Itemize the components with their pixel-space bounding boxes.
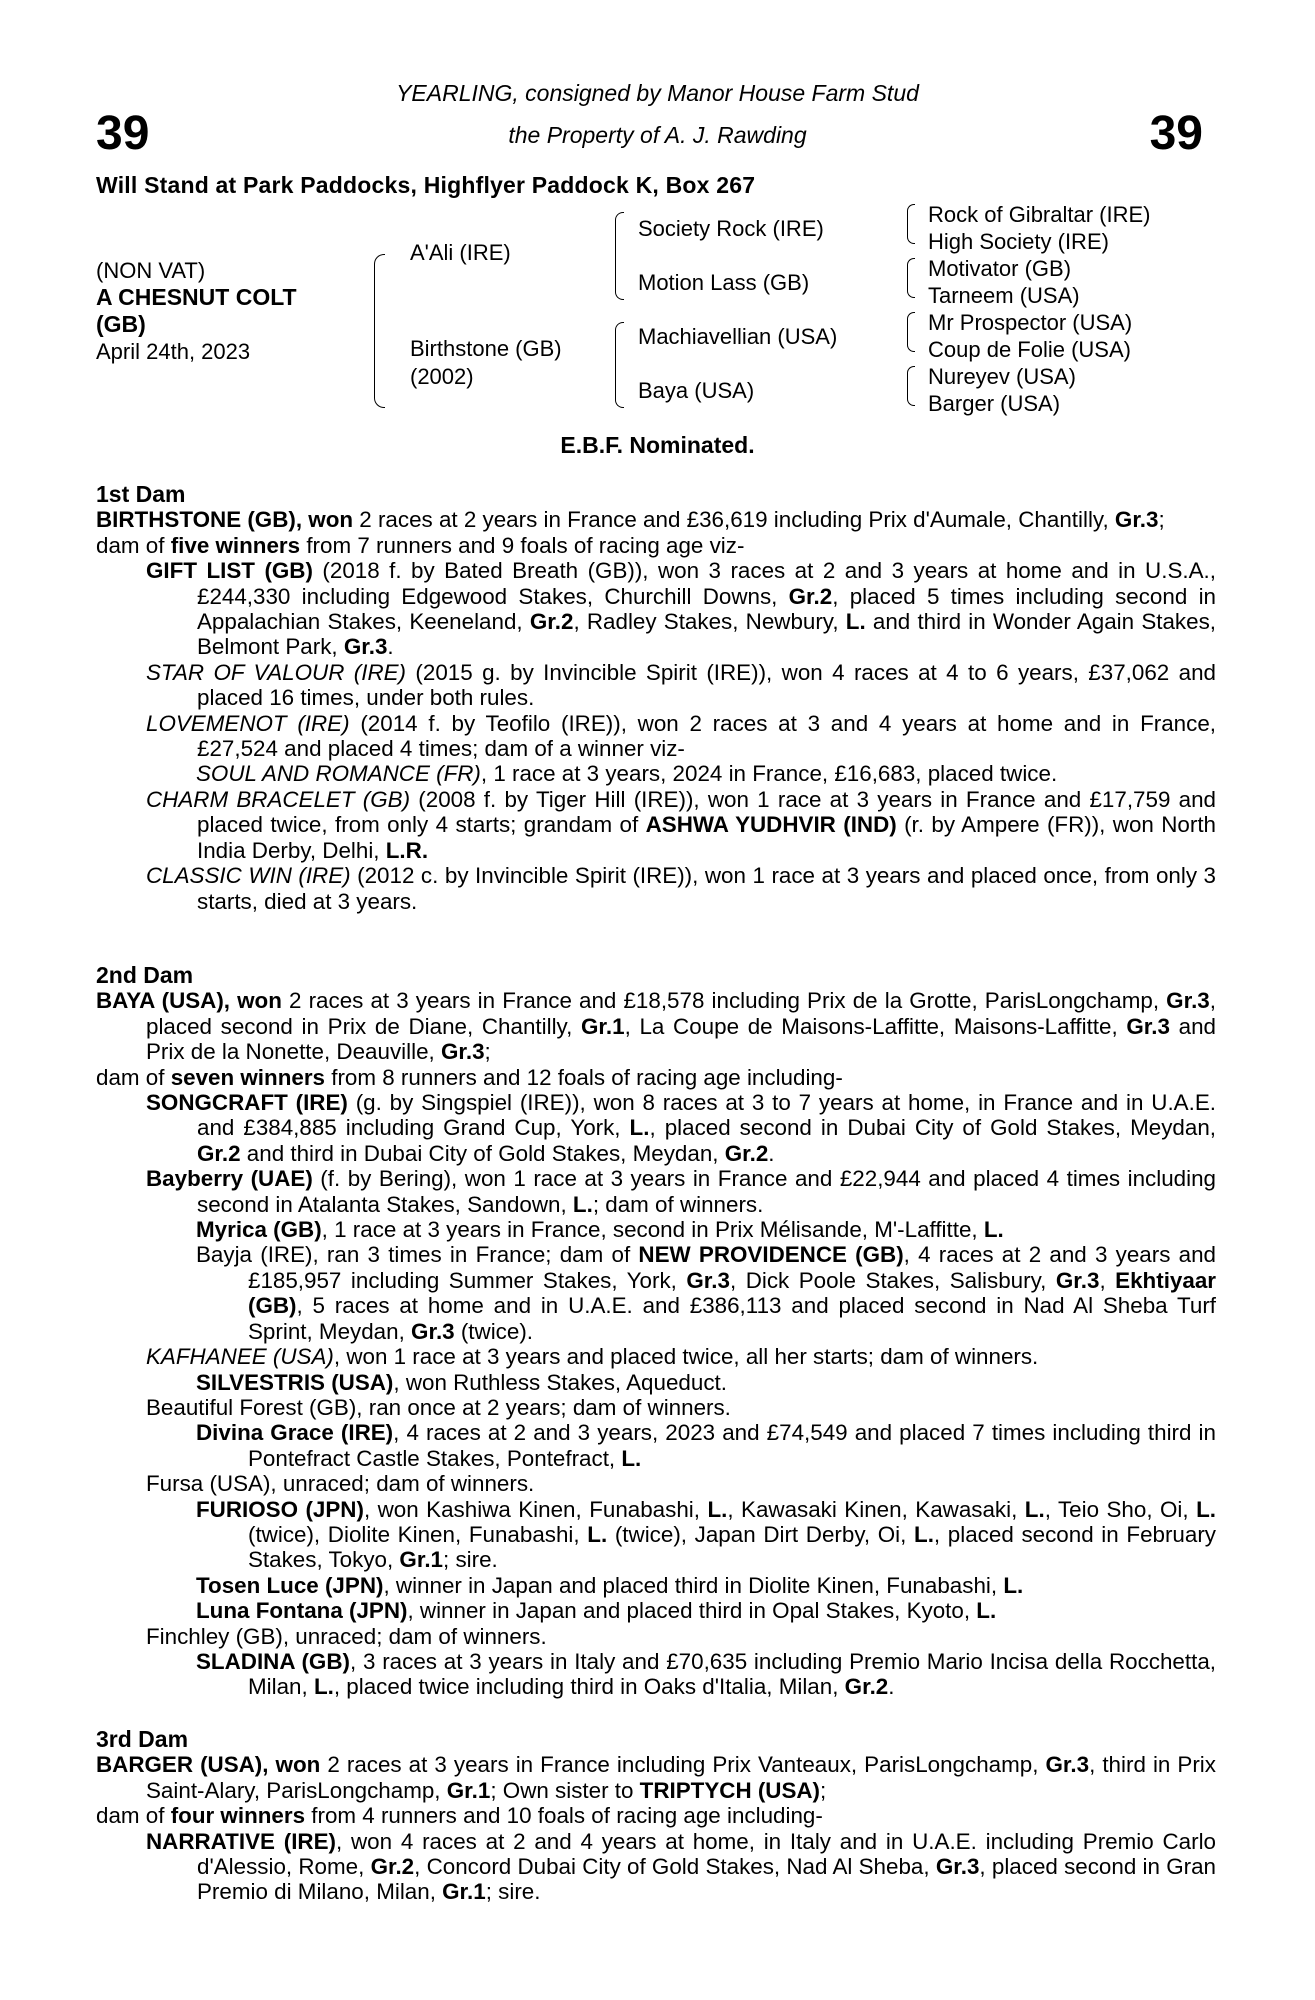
first-dam-section — [96, 482, 1216, 914]
first-dam-heading: 1st Dam — [96, 481, 186, 507]
produce-myrica: Myrica (GB), 1 race at 3 years in France, second in Prix Mélisande, M'-Laffitte, L. — [196, 1217, 1004, 1243]
horse-identity — [96, 257, 297, 365]
third-dam-heading: 3rd Dam — [96, 1726, 189, 1752]
produce-soul-and-romance: SOUL AND ROMANCE (FR), 1 race at 3 years, 2024 in France, £16,683, placed twice. — [196, 761, 1058, 787]
third-dam-produce-summary: dam of four winners from 4 runners and 10 foals of racing age including- — [96, 1803, 823, 1829]
horse-name-country: (GB) — [96, 311, 146, 337]
pedigree-brace-sd — [907, 258, 915, 298]
pedigree-sire-dam: Motion Lass (GB) — [638, 270, 810, 295]
stand-location: Will Stand at Park Paddocks, Highflyer Paddock K, Box 267 — [96, 172, 756, 198]
produce-bayberry: Bayberry (UAE) (f. by Bering), won 1 race at 3 years in France and £22,944 and placed 4 times including second in Atalanta Stakes, Sandown, L.; dam of winners. — [146, 1166, 1216, 1217]
produce-songcraft: SONGCRAFT (IRE) (g. by Singspiel (IRE)), won 8 races at 3 to 7 years at home, in France and in U.A.E. and £384,885 including Grand Cup, York, L., placed second in Dubai City of Gold Stakes, Meydan, Gr.2 and third in Dubai City of Gold Stakes, Meydan, Gr.2. — [146, 1090, 1216, 1166]
pedigree-brace-ss — [907, 204, 915, 244]
produce-charm-bracelet: CHARM BRACELET (GB) (2008 f. by Tiger Hill (IRE)), won 1 race at 3 years in France and £17,759 and placed twice, from only 4 starts; grandam of ASHWA YUDHVIR (IND) (r. by Ampere (FR)), won North India Derby, Delhi, L.R. — [146, 786, 1216, 863]
pedigree-brace-gen1 — [374, 254, 385, 408]
pedigree-gen3-3: Motivator (GB) — [928, 256, 1072, 281]
lot-number-right: 39 — [1149, 107, 1203, 160]
pedigree-gen3-4: Tarneem (USA) — [928, 283, 1080, 308]
pedigree-gen3-8: Barger (USA) — [928, 391, 1061, 416]
vat-status: (NON VAT) — [96, 258, 206, 283]
second-dam-heading: 2nd Dam — [96, 962, 194, 988]
third-dam-section — [96, 1727, 1216, 1905]
produce-classic-win: CLASSIC WIN (IRE) (2012 c. by Invincible Spirit (IRE)), won 1 race at 3 years and placed once, from only 3 starts, died at 3 years. — [146, 863, 1216, 914]
produce-divina-grace: Divina Grace (IRE), 4 races at 2 and 3 years, 2023 and £74,549 and placed 7 times including third in Pontefract Castle Stakes, Pontefract, L. — [196, 1420, 1216, 1471]
produce-fursa: Fursa (USA), unraced; dam of winners. — [146, 1471, 535, 1497]
produce-star-of-valour: STAR OF VALOUR (IRE) (2015 g. by Invincible Spirit (IRE)), won 4 races at 4 to 6 years, £37,062 and placed 16 times, under both rules. — [146, 659, 1216, 711]
pedigree-brace-dd — [907, 366, 915, 406]
pedigree-brace-sire — [615, 212, 624, 300]
date-of-birth: April 24th, 2023 — [96, 339, 251, 364]
produce-kafhanee: KAFHANEE (USA), won 1 race at 3 years and placed twice, all her starts; dam of winners. — [146, 1344, 1039, 1370]
pedigree-brace-dam — [615, 322, 624, 408]
first-dam-record: BIRTHSTONE (GB), won 2 races at 2 years in France and £36,619 including Prix d'Aumale, Chantilly, Gr.3; — [96, 507, 1165, 533]
produce-narrative: NARRATIVE (IRE), won 4 races at 2 and 4 years at home, in Italy and in U.A.E. including Premio Carlo d'Alessio, Rome, Gr.2, Concord Dubai City of Gold Stakes, Nad Al Sheba, Gr.3, placed second in Gran Premio di Milano, Milan, Gr.1; sire. — [146, 1828, 1216, 1905]
lot-number-left: 39 — [96, 107, 150, 160]
pedigree-sire-sire: Society Rock (IRE) — [638, 216, 824, 241]
first-dam-produce-summary: dam of five winners from 7 runners and 9 foals of racing age viz- — [96, 532, 745, 558]
pedigree-sire: A'Ali (IRE) — [410, 240, 511, 265]
ebf-nominated: E.B.F. Nominated. — [560, 432, 755, 458]
pedigree-dam-year: (2002) — [410, 364, 474, 389]
pedigree-gen3-6: Coup de Folie (USA) — [928, 337, 1131, 362]
pedigree-gen3-1: Rock of Gibraltar (IRE) — [928, 202, 1151, 227]
pedigree-dam-sire: Machiavellian (USA) — [638, 324, 838, 349]
horse-name: A CHESNUT COLT — [96, 284, 297, 310]
pedigree-gen3-2: High Society (IRE) — [928, 229, 1109, 254]
pedigree-dam-dam: Baya (USA) — [638, 378, 755, 403]
produce-finchley: Finchley (GB), unraced; dam of winners. — [146, 1623, 547, 1649]
produce-luna-fontana: Luna Fontana (JPN), winner in Japan and placed third in Opal Stakes, Kyoto, L. — [196, 1598, 997, 1624]
produce-furioso: FURIOSO (JPN), won Kashiwa Kinen, Funabashi, L., Kawasaki Kinen, Kawasaki, L., Teio Sho, Oi, L. (twice), Diolite Kinen, Funabashi, L. (twice), Japan Dirt Derby, Oi, L., placed second in February Stakes, Tokyo, Gr.1; sire. — [196, 1496, 1216, 1573]
produce-lovemenot: LOVEMENOT (IRE) (2014 f. by Teofilo (IRE)), won 2 races at 3 and 4 years at home and in France, £27,524 and placed 4 times; dam of a winner viz- — [146, 710, 1216, 762]
produce-bayja: Bayja (IRE), ran 3 times in France; dam of NEW PROVIDENCE (GB), 4 races at 2 and 3 years and £185,957 including Summer Stakes, York, Gr.3, Dick Poole Stakes, Salisbury, Gr.3, Ekhtiyaar (GB), 5 races at home and in U.A.E. and £386,113 and placed second in Nad Al Sheba Turf Sprint, Meydan, Gr.3 (twice). — [196, 1242, 1216, 1344]
produce-silvestris: SILVESTRIS (USA), won Ruthless Stakes, Aqueduct. — [196, 1369, 727, 1395]
pedigree-gen3-7: Nureyev (USA) — [928, 364, 1076, 389]
consignment-line: YEARLING, consigned by Manor House Farm Stud — [396, 80, 919, 106]
pedigree-brace-ds — [907, 312, 915, 352]
pedigree-gen3-5: Mr Prospector (USA) — [928, 310, 1133, 335]
second-dam-section — [96, 963, 1216, 1700]
produce-tosen-luce: Tosen Luce (JPN), winner in Japan and placed third in Diolite Kinen, Funabashi, L. — [196, 1572, 1024, 1598]
produce-beautiful-forest: Beautiful Forest (GB), ran once at 2 years; dam of winners. — [146, 1394, 731, 1420]
produce-gift-list: GIFT LIST (GB) (2018 f. by Bated Breath (GB)), won 3 races at 2 and 3 years at home and in U.S.A., £244,330 including Edgewood Stakes, Churchill Downs, Gr.2, placed 5 times including second in Appalachian Stakes, Keeneland, Gr.2, Radley Stakes, Newbury, L. and third in Wonder Again Stakes, Belmont Park, Gr.3. — [146, 558, 1216, 660]
second-dam-record: BAYA (USA), won 2 races at 3 years in France and £18,578 including Prix de la Grotte, ParisLongchamp, Gr.3, placed second in Prix de Diane, Chantilly, Gr.1, La Coupe de Maisons-Laffitte, Maisons-Laffitte, Gr.3 and Prix de la Nonette, Deauville, Gr.3; — [96, 988, 1216, 1065]
owner-line: the Property of A. J. Rawding — [508, 122, 807, 148]
produce-sladina: SLADINA (GB), 3 races at 3 years in Italy and £70,635 including Premio Mario Incisa della Rocchetta, Milan, L., placed twice including third in Oaks d'Italia, Milan, Gr.2. — [196, 1648, 1216, 1700]
pedigree-dam: Birthstone (GB) — [410, 336, 562, 361]
third-dam-record: BARGER (USA), won 2 races at 3 years in France including Prix Vanteaux, ParisLongchamp, Gr.3, third in Prix Saint-Alary, ParisLongchamp, Gr.1; Own sister to TRIPTYCH (USA); — [96, 1752, 1216, 1803]
second-dam-produce-summary: dam of seven winners from 8 runners and 12 foals of racing age including- — [96, 1064, 843, 1090]
